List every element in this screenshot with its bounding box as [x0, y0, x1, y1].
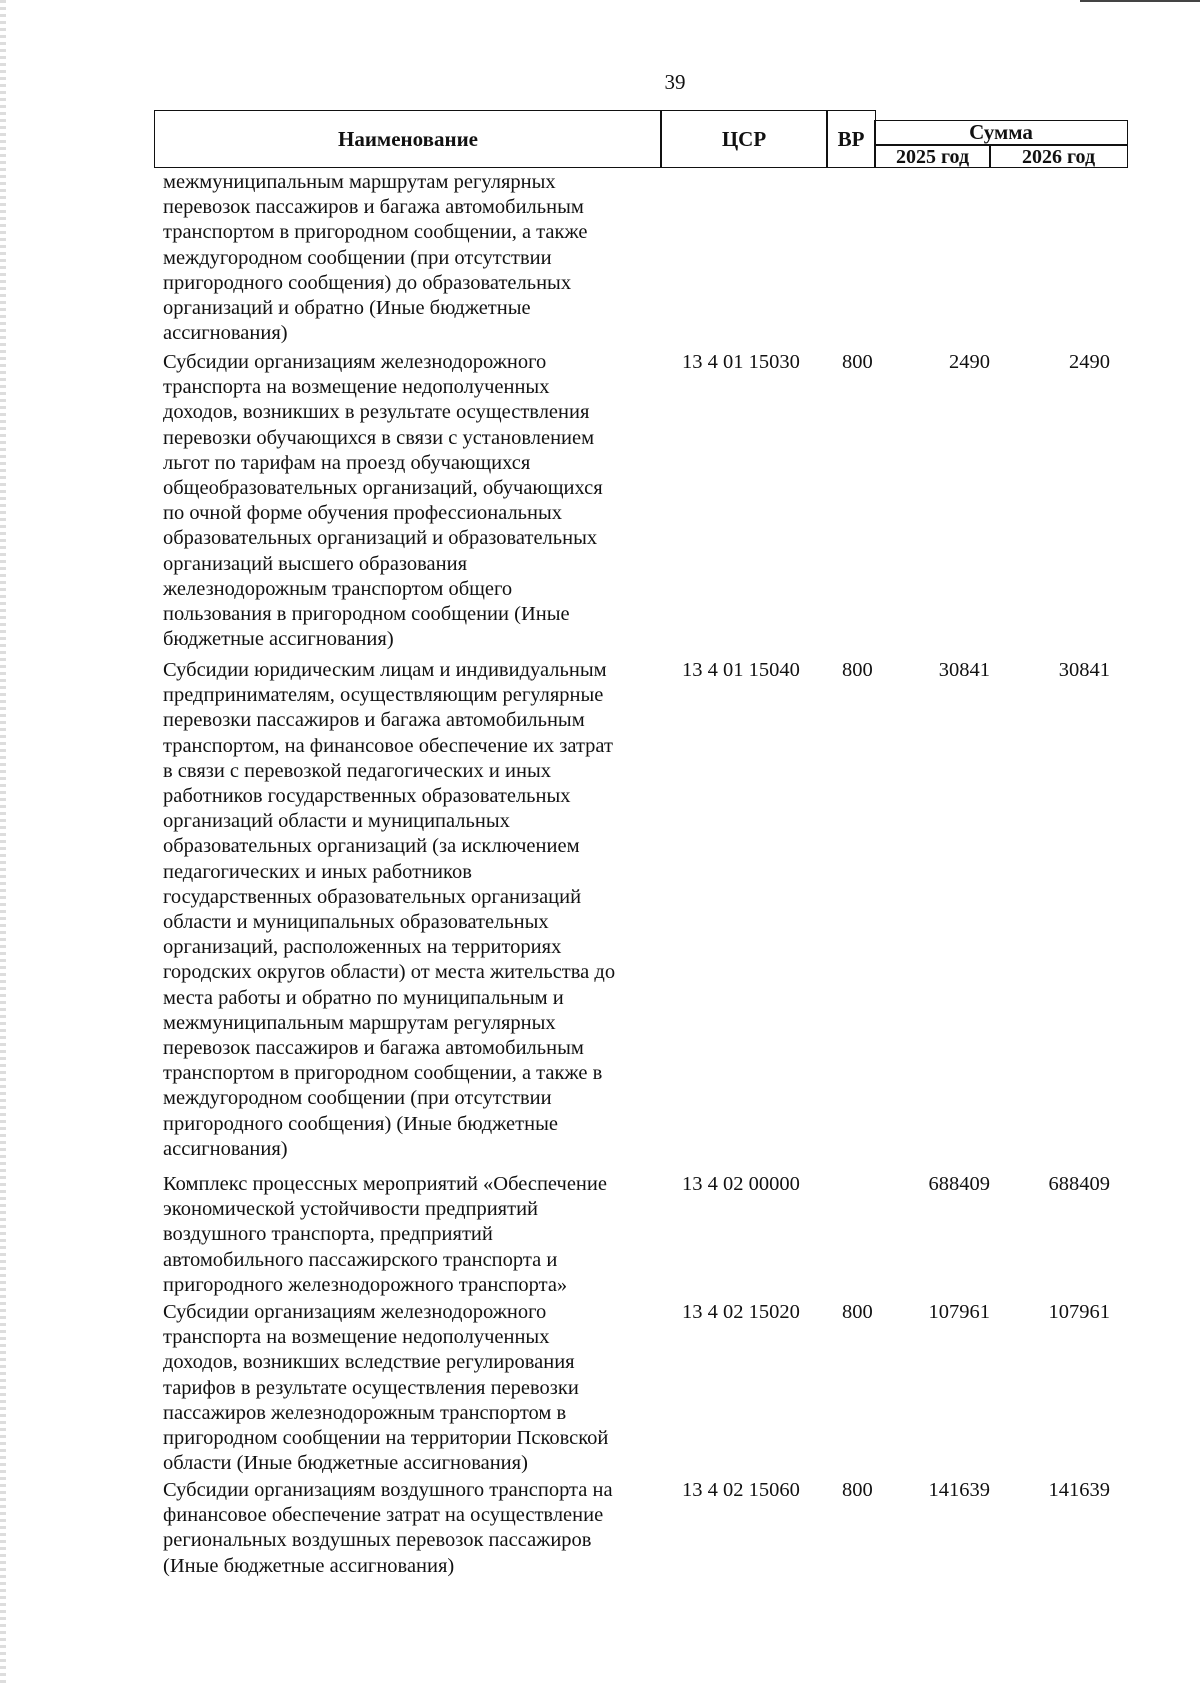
row-name: Субсидии организациям железнодорожного транспорта на возмещение недополученных доходов, возникших в результате осуществления перевозки обучающихся в связи с установлением льгот по тарифам на проезд обучающихся общеобразовательных организаций, обучающихся по очной форме обучения профессиональных образовательных организаций и образовательных организаций высшего образования железнодорожным транспортом общего пользования в пригородном сообщении (Иные бюджетные ассигнования) — [163, 351, 603, 651]
row-sum-2026: 30841 — [1058, 659, 1110, 681]
header-year2-label: 2026 год — [1021, 146, 1096, 168]
row-name: Субсидии юридическим лицам и индивидуальным предпринимателям, осуществляющим регулярные перевозки пассажиров и багажа автомобильным транспортом, на финансовое обеспечение их затрат в связи с перевозкой педагогических и иных работников государственных образовательных организаций области и муниципальных образовательных организаций (за исключением педагогических и иных работников государственных образовательных организаций области и муниципальных образовательных организаций, расположенных на территориях городских округов области) от места жительства до места работы и обратно по муниципальным и межмуниципальным маршрутам регулярных перевозок пассажиров и багажа автомобильным транспортом в пригородном сообщении, а также в междугородном сообщении (при отсутствии пригородного сообщения) (Иные бюджетные ассигнования) — [163, 659, 616, 1160]
header-year1-label: 2025 год — [895, 146, 970, 168]
row-vr: 800 — [842, 1301, 873, 1323]
row-sum-2025: 688409 — [928, 1173, 990, 1195]
row-csr: 13 4 02 15060 — [682, 1479, 800, 1501]
row-sum-2026: 141639 — [1048, 1479, 1110, 1501]
row-vr: 800 — [842, 351, 873, 373]
row-name: Комплекс процессных мероприятий «Обеспечение экономической устойчивости предприятий воздушного транспорта, предприятий автомобильного пассажирского транспорта и пригородного железнодорожного транспорта» — [163, 1173, 607, 1296]
row-csr: 13 4 02 00000 — [682, 1173, 800, 1195]
row-sum-2026: 688409 — [1048, 1173, 1110, 1195]
header-sum-label: Сумма — [969, 120, 1033, 144]
page-number: 39 — [664, 70, 686, 94]
row-sum-2025: 2490 — [949, 351, 990, 373]
row-csr: 13 4 01 15040 — [682, 659, 800, 681]
row-sum-2025: 141639 — [928, 1479, 990, 1501]
header-vr-label: ВР — [837, 127, 865, 151]
row-sum-2025: 30841 — [938, 659, 990, 681]
row-name: Субсидии организациям воздушного транспорта на финансовое обеспечение затрат на осуществление региональных воздушных перевозок пассажиров (Иные бюджетные ассигнования) — [163, 1479, 613, 1577]
header-csr-label: ЦСР — [721, 127, 767, 151]
row-sum-2026: 107961 — [1048, 1301, 1110, 1323]
row-vr: 800 — [842, 1479, 873, 1501]
header-name-label: Наименование — [338, 127, 478, 151]
scan-edge-artifact — [0, 0, 6, 1686]
table-header — [154, 110, 1128, 170]
scan-corner-line — [1080, 0, 1200, 2]
row-sum-2026: 2490 — [1069, 351, 1110, 373]
row-csr: 13 4 02 15020 — [682, 1301, 800, 1323]
row-csr: 13 4 01 15030 — [682, 351, 800, 373]
row-name: межмуниципальным маршрутам регулярных перевозок пассажиров и багажа автомобильным транспортом в пригородном сообщении, а также междугородном сообщении (при отсутствии пригородного сообщения) до образовательных организаций и обратно (Иные бюджетные ассигнования) — [163, 171, 588, 345]
row-vr: 800 — [842, 659, 873, 681]
row-sum-2025: 107961 — [928, 1301, 990, 1323]
row-name: Субсидии организациям железнодорожного транспорта на возмещение недополученных доходов, возникших вследствие регулирования тарифов в результате осуществления перевозки пассажиров железнодорожным транспортом в пригородном сообщении на территории Псковской области (Иные бюджетные ассигнования) — [163, 1301, 609, 1475]
